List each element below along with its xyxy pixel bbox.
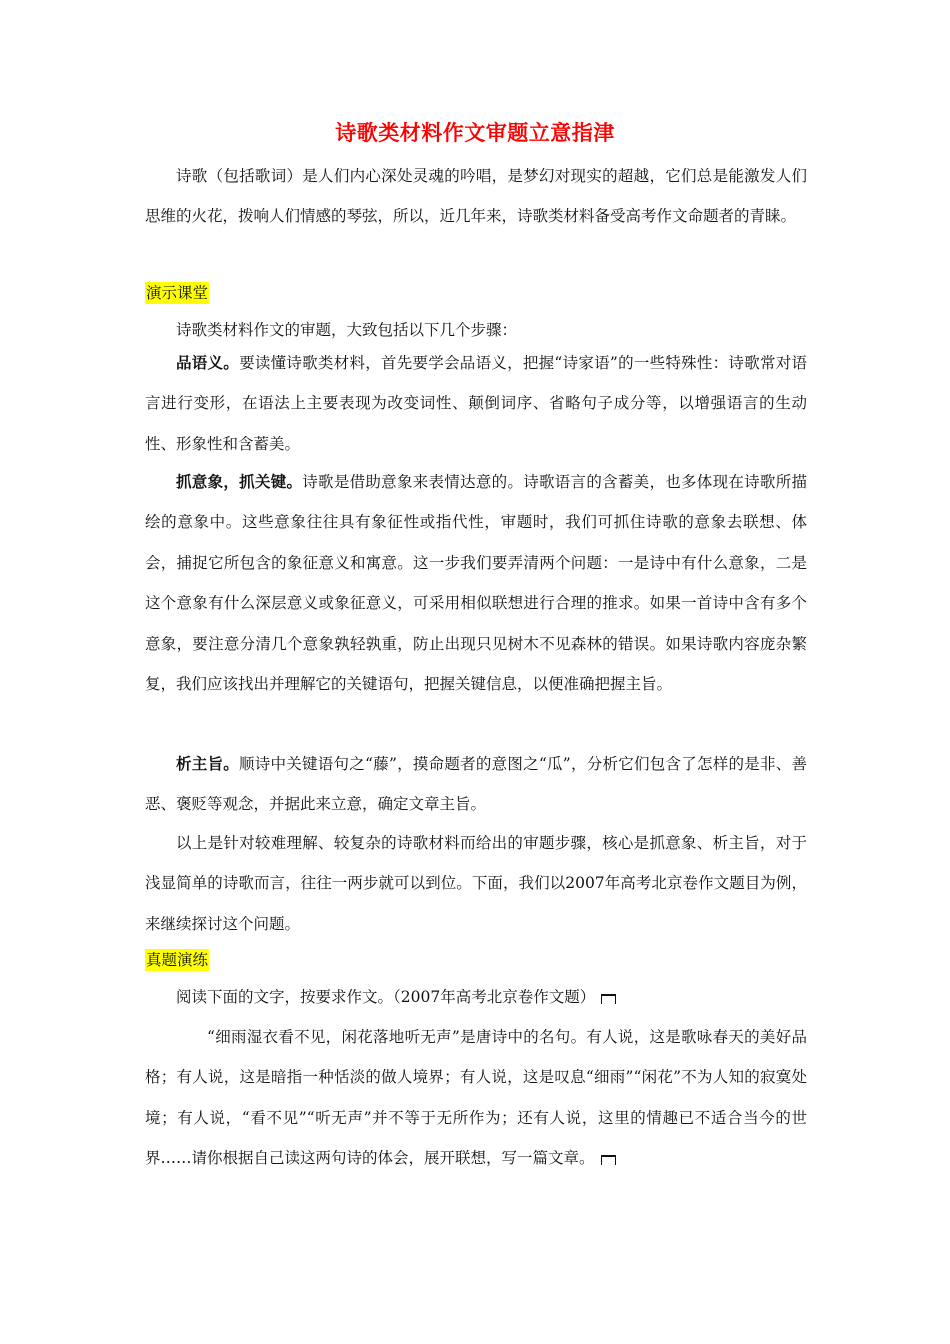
step2-paragraph — [145, 462, 807, 704]
step3-paragraph — [145, 744, 807, 825]
return-mark-icon — [601, 1155, 616, 1165]
section-tag-exam: 真题演练 — [146, 951, 209, 969]
section-tag-demo: 演示课堂 — [146, 284, 209, 302]
step3-lead: 析主旨。 — [176, 754, 240, 773]
step1-paragraph — [145, 343, 807, 464]
intro-paragraph: 诗歌（包括歌词）是人们内心深处灵魂的吟唱，是梦幻对现实的超越，它们总是能激发人们思维的火花，拨响人们情感的琴弦，所以，近几年来，诗歌类材料备受高考作文命题者的青睐。 — [145, 167, 807, 226]
exam-prompt-text: 阅读下面的文字，按要求作文。（2007年高考北京卷作文题） — [176, 988, 596, 1006]
steps-intro-paragraph: 诗歌类材料作文的审题，大致包括以下几个步骤： — [176, 321, 518, 339]
exam-quote-paragraph — [145, 1017, 807, 1179]
step1-text: 要读懂诗歌类材料，首先要学会品语义，把握“诗家语”的一些特殊性：诗歌常对语言进行变形，在语法上主要表现为改变词性、颠倒词序、省略句子成分等，以增强语言的生动性、形象性和含蓄美。 — [145, 354, 807, 453]
document-title: 诗歌类材料作文审题立意指津 — [335, 120, 615, 145]
exam-prompt-paragraph — [145, 977, 807, 1017]
exam-quote-text: “细雨湿衣看不见，闲花落地听无声”是唐诗中的名句。有人说，这是歌咏春天的美好品格；有人说，这是暗指一种恬淡的做人境界；有人说，这是叹息“细雨”“闲花”不为人知的寂寞处境；有人说，“看不见”“听无声”并不等于无所作为；还有人说，这里的情趣已不适合当今的世界……请你根据自己读这两句诗的体会，展开联想，写一篇文章。 — [145, 1028, 807, 1168]
step3-text: 顺诗中关键语句之“藤”，摸命题者的意图之“瓜”，分析它们包含了怎样的是非、善恶、褒贬等观念，并据此来立意，确定文章主旨。 — [145, 755, 807, 814]
step2-lead: 抓意象，抓关键。 — [176, 472, 303, 491]
step2-text: 诗歌是借助意象来表情达意的。诗歌语言的含蓄美，也多体现在诗歌所描绘的意象中。这些意象往往具有象征性或指代性，审题时，我们可抓住诗歌的意象去联想、体会，捕捉它所包含的象征意义和寓意。这一步我们要弄清两个问题：一是诗中有什么意象，二是这个意象有什么深层意义或象征意义，可采用相似联想进行合理的推求。如果一首诗中含有多个意象，要注意分清几个意象孰轻孰重，防止出现只见树木不见森林的错误。如果诗歌内容庞杂繁复，我们应该找出并理解它的关键语句，把握关键信息，以便准确把握主旨。 — [145, 473, 807, 694]
return-mark-icon — [601, 994, 616, 1004]
summary-paragraph: 以上是针对较难理解、较复杂的诗歌材料而给出的审题步骤，核心是抓意象、析主旨，对于浅显简单的诗歌而言，往往一两步就可以到位。下面，我们以2007年高考北京卷作文题目为例，来继续探讨这个问题。 — [145, 834, 807, 933]
step1-lead: 品语义。 — [176, 353, 240, 372]
